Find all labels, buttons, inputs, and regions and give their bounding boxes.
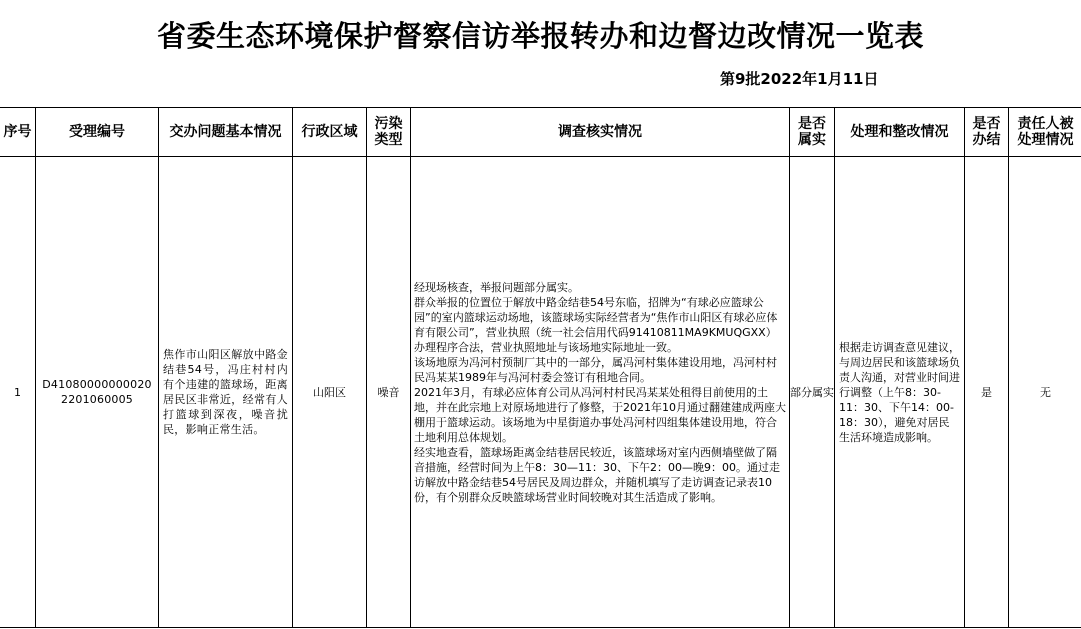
header-closed: 是否办结 xyxy=(965,108,1009,157)
header-case-no: 受理编号 xyxy=(36,108,159,157)
header-accountability: 责任人被处理情况 xyxy=(1009,108,1081,157)
document-title: 省委生态环境保护督察信访举报转办和边督边改情况一览表 xyxy=(156,19,924,53)
investigation-paragraph: 经现场核查，举报问题部分属实。 xyxy=(414,280,579,294)
cell-district: 山阳区 xyxy=(293,157,367,628)
table-header-row xyxy=(0,108,1081,157)
investigation-paragraph: 群众举报的位置位于解放中路金结巷54号东临，招牌为“有球必应篮球公园”的室内篮球运动场地，该篮球场实际经营者为“焦作市山阳区有球必应体育有限公司”，营业执照（统一社会信用代码91410811MA9KMUQGXX）办理程序合法，营业执照地址与该场地实际地址一致。 xyxy=(414,295,778,354)
header-pollution-type: 污染类型 xyxy=(367,108,411,157)
header-issue: 交办问题基本情况 xyxy=(159,108,293,157)
cell-closed: 是 xyxy=(965,157,1009,628)
investigation-paragraph: 经实地查看，篮球场距离金结巷居民较近，该篮球场对室内西侧墙壁做了隔音措施，经营时间为上午8：30—11：30、下午2：00—晚9：00。通过走访解放中路金结巷54号居民及周边群众，并随机填写了走访调查记录表10份，有个别群众反映篮球场营业时间较晚对其生活造成了影响。 xyxy=(414,445,780,504)
cell-investigation xyxy=(411,157,790,628)
cell-accountability: 无 xyxy=(1009,157,1081,628)
header-seq: 序号 xyxy=(0,108,36,157)
table-row xyxy=(0,157,1081,628)
cell-verified: 部分属实 xyxy=(790,157,835,628)
header-rectification: 处理和整改情况 xyxy=(835,108,965,157)
header-district: 行政区域 xyxy=(293,108,367,157)
investigation-paragraph: 该场地原为冯河村预制厂其中的一部分，属冯河村集体建设用地，冯河村村民冯某某1989年与冯河村委会签订有租地合同。 xyxy=(414,355,777,384)
cell-rectification: 根据走访调查意见建议，与周边居民和该篮球场负责人沟通，对营业时间进行调整（上午8：30-11：30、下午14：00-18：30），避免对居民生活环境造成影响。 xyxy=(835,157,965,628)
header-investigation: 调查核实情况 xyxy=(411,108,790,157)
batch-date: 第9批2022年1月11日 xyxy=(720,70,879,88)
investigation-paragraph: 2021年3月，有球必应体育公司从冯河村村民冯某某处租得目前使用的土地，并在此宗地上对原场地进行了修整，于2021年10月通过翻建建成两座大棚用于篮球运动。该场地为中星街道办事处冯河村四组集体建设用地，符合土地利用总体规划。 xyxy=(414,385,786,444)
cell-pollution-type: 噪音 xyxy=(367,157,411,628)
cell-seq: 1 xyxy=(0,157,36,628)
cell-issue: 焦作市山阳区解放中路金结巷54号，冯庄村村内有个违建的篮球场，距离居民区非常近，经常有人打篮球到深夜，噪音扰民，影响正常生活。 xyxy=(159,157,293,628)
report-table xyxy=(0,107,1081,628)
cell-case-no: D410800000000202201060005 xyxy=(36,157,159,628)
header-verified: 是否属实 xyxy=(790,108,835,157)
